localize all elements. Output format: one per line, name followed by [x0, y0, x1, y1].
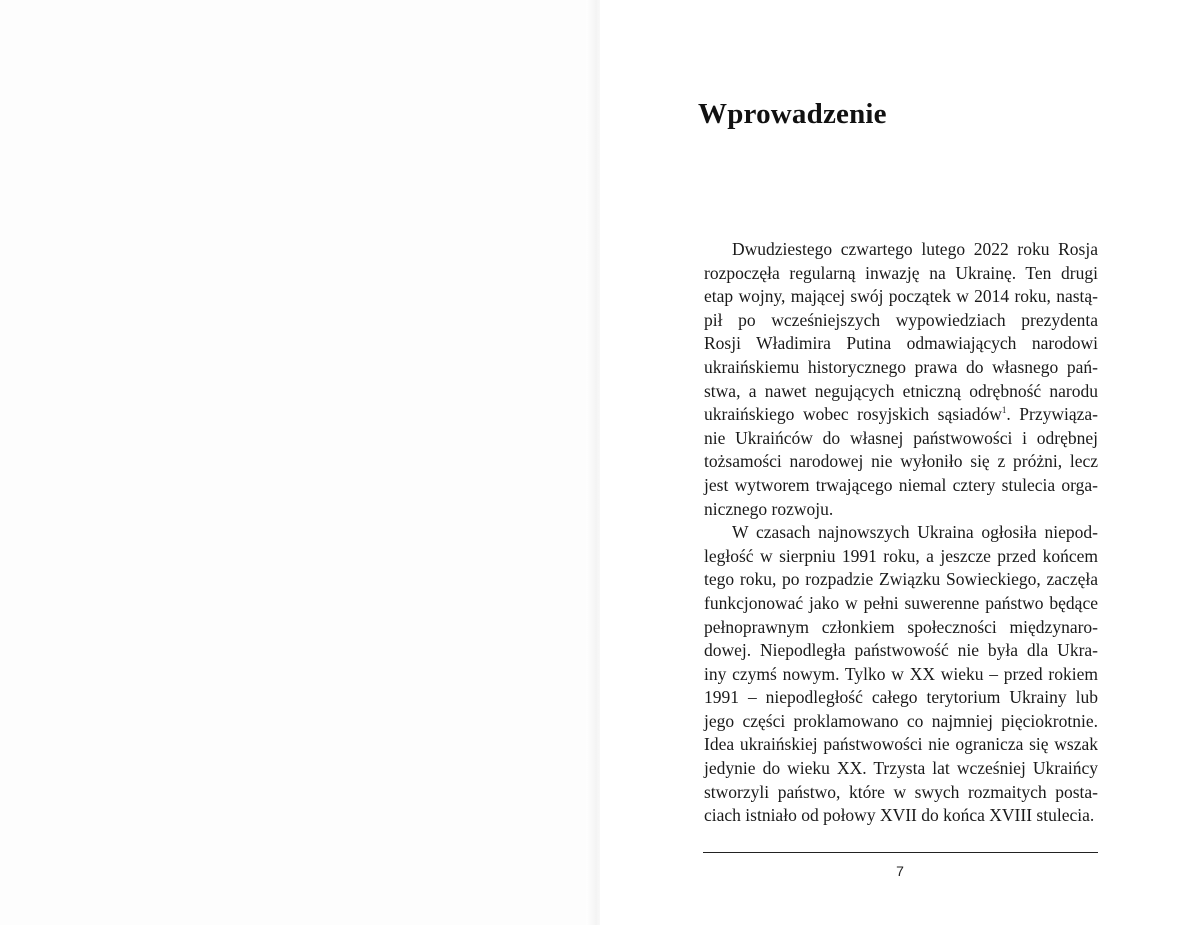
text-line: pił po wcześniejszych wypowiedziach prezydenta	[704, 309, 1098, 330]
body-text	[704, 238, 1098, 828]
text-line: iny czymś nowym. Tylko w XX wieku – przed rokiem	[704, 663, 1098, 684]
text-line: 1991 – niepodległość całego terytorium Ukrainy lub	[704, 687, 1098, 708]
footnote-marker[interactable]: 1	[1001, 405, 1007, 416]
text-line: jedynie do wieku XX. Trzysta lat wcześniej Ukraińcy	[704, 758, 1098, 779]
footer-rule	[703, 852, 1098, 853]
text-line: jest wytworem trwającego niemal cztery stulecia orga-	[704, 474, 1098, 495]
page-number: 7	[896, 863, 904, 879]
text-line: etap wojny, mającej swój początek w 2014 roku, nastą-	[704, 286, 1098, 307]
text-line: nicznego rozwoju.	[704, 498, 834, 519]
chapter-title: Wprowadzenie	[698, 98, 887, 130]
text-line: stwa, a nawet negujących etniczną odrębność narodu	[704, 380, 1098, 401]
text-line: tego roku, po rozpadzie Związku Sowieckiego, zaczęła	[704, 569, 1098, 590]
text-line: ukraińskiemu historycznego prawa do własnego pań-	[704, 356, 1098, 377]
text-line: rozpoczęła regularną inwazję na Ukrainę. Ten drugi	[704, 262, 1098, 283]
text-line: funkcjonować jako w pełni suwerenne państwo będące	[704, 592, 1098, 613]
text-fragment: ukraińskiego wobec rosyjskich sąsiadów	[704, 404, 1002, 425]
text-line: pełnoprawnym członkiem społeczności międzynaro-	[704, 616, 1098, 637]
text-line: jego części proklamowano co najmniej pięciokrotnie.	[704, 710, 1098, 731]
text-line: Dwudziestego czwartego lutego 2022 roku Rosja	[732, 239, 1098, 259]
text-line: ległość w sierpniu 1991 roku, a jeszcze przed końcem	[704, 545, 1098, 566]
text-line: W czasach najnowszych Ukraina ogłosiła niepod-	[732, 522, 1098, 543]
text-line: ciach istniało od połowy XVII do końca XVIII stulecia.	[704, 805, 1095, 826]
text-line: tożsamości narodowej nie wyłoniło się z próżni, lecz	[704, 451, 1098, 472]
text-line: Rosji Władimira Putina odmawiających narodowi	[704, 333, 1098, 354]
text-line: dowej. Niepodległa państwowość nie była dla Ukra-	[704, 640, 1098, 661]
text-line-with-footnote	[704, 403, 1098, 427]
text-line: stworzyli państwo, które w swych rozmaitych posta-	[704, 781, 1098, 802]
text-line: nie Ukraińców do własnej państwowości i odrębnej	[704, 427, 1098, 448]
text-line: Idea ukraińskiej państwowości nie ogranicza się wszak	[704, 734, 1098, 755]
text-fragment: . Przywiąza-	[1006, 404, 1098, 425]
